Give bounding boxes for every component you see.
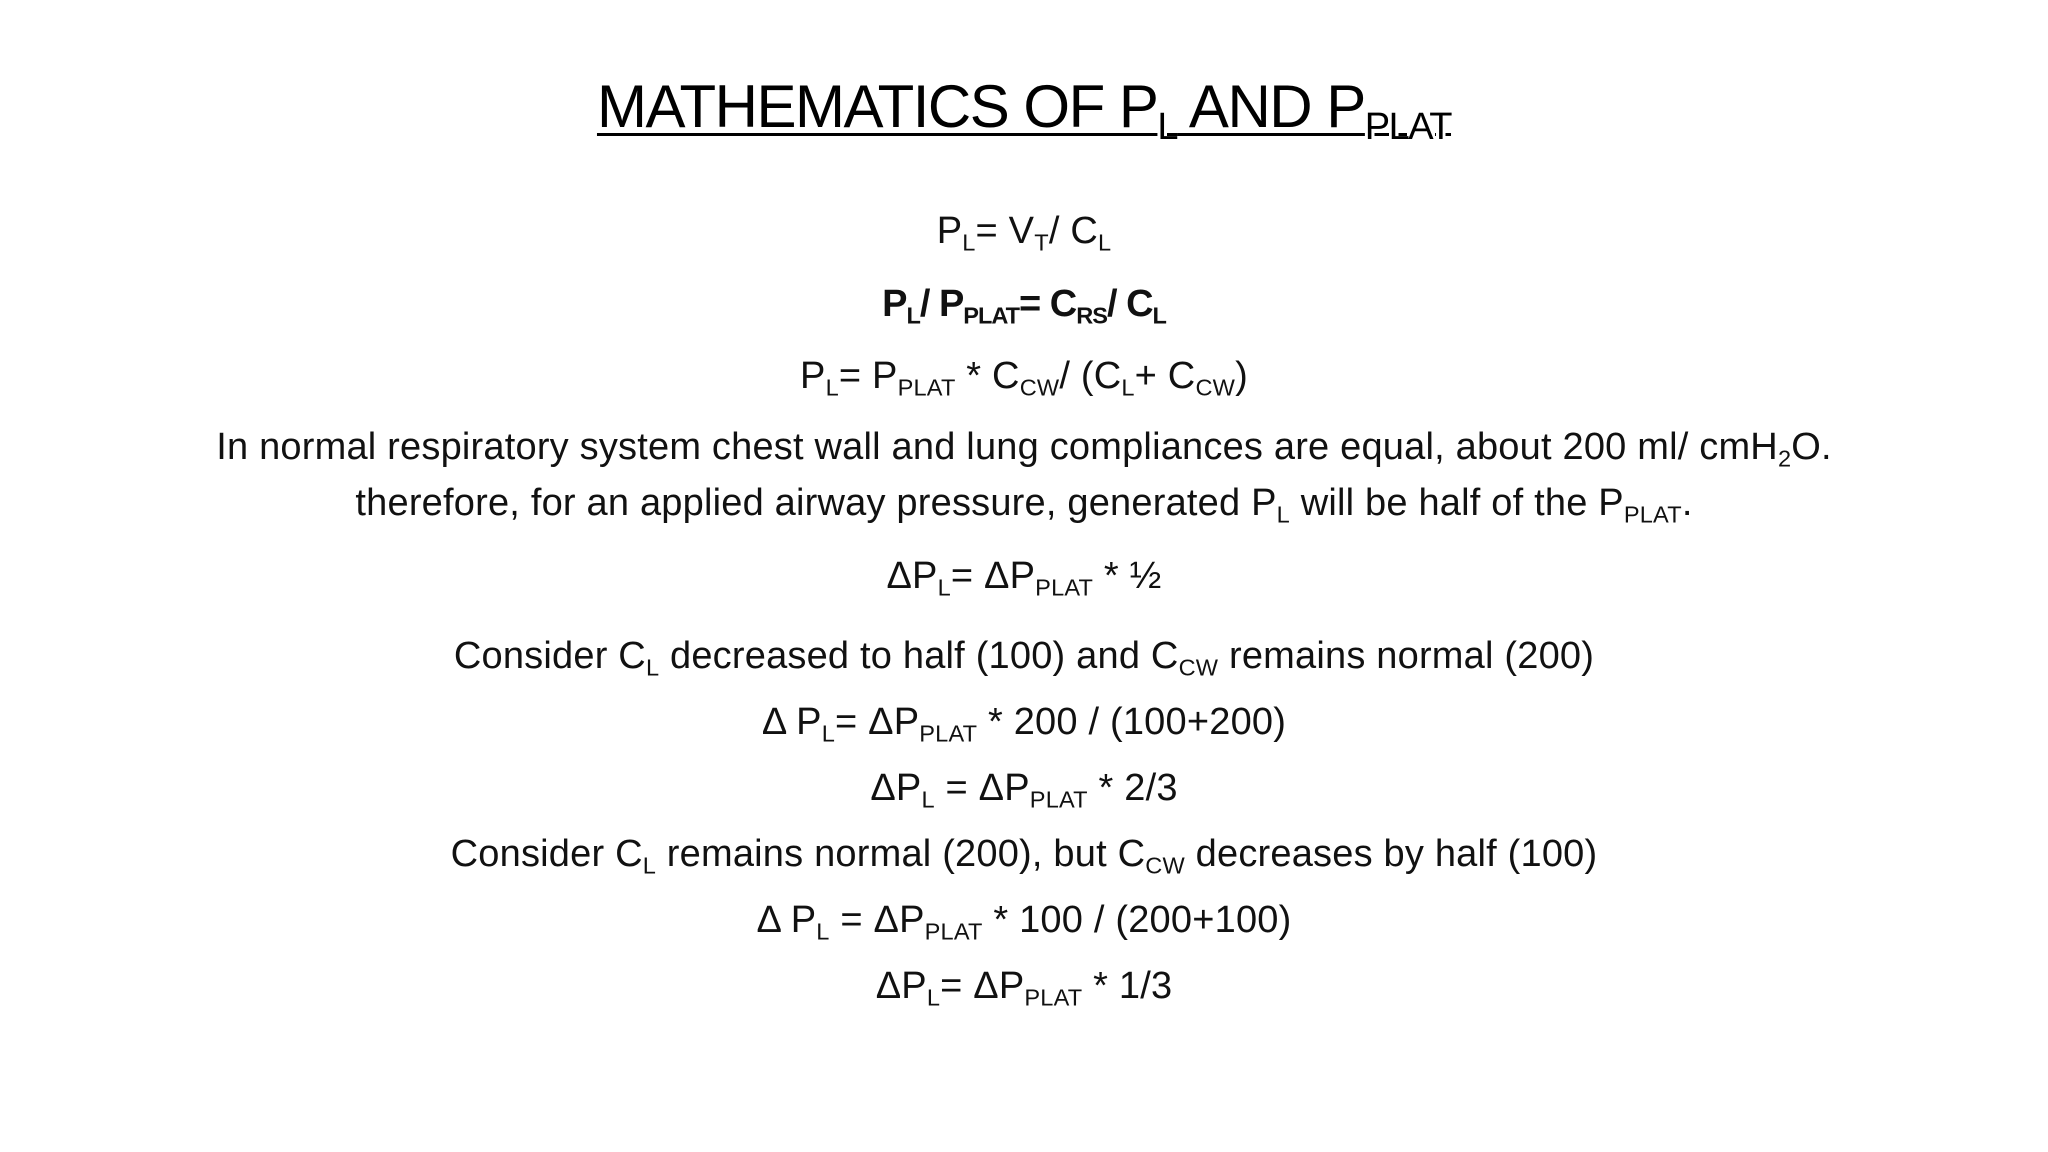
case-text: remains normal (200)	[1218, 635, 1595, 677]
eq-text: P	[882, 283, 907, 325]
equation-pl-pplat-ccw	[0, 355, 2048, 401]
equation-case2-calc	[0, 899, 2048, 945]
eq-text: ΔP	[886, 555, 938, 597]
eq-sub: PLAT	[963, 302, 1020, 329]
eq-sub: T	[1034, 229, 1049, 256]
equation-delta-half	[0, 555, 2048, 601]
eq-text: / C	[1106, 283, 1153, 325]
eq-sub: L	[1152, 302, 1166, 329]
eq-text: / C	[1048, 210, 1098, 252]
eq-sub: L	[962, 229, 976, 256]
eq-sub: PLAT	[919, 720, 978, 747]
eq-text: = P	[838, 355, 898, 397]
para-text: therefore, for an applied airway pressure, generated P	[355, 482, 1277, 524]
eq-text: ΔP	[870, 767, 922, 809]
eq-sub: L	[821, 720, 835, 747]
eq-sub: L	[1121, 374, 1135, 401]
eq-text: P	[936, 210, 963, 252]
case-sub: CW	[1178, 654, 1219, 681]
eq-sub: PLAT	[1029, 786, 1088, 813]
case-text: decreased to half (100) and C	[659, 635, 1179, 677]
eq-text: = ΔP	[950, 555, 1036, 597]
title-text: MATHEMATICS OF P	[596, 73, 1158, 140]
eq-text: = ΔP	[834, 701, 920, 743]
eq-sub: PLAT	[1035, 574, 1094, 601]
eq-sub: PLAT	[897, 374, 956, 401]
eq-sub: L	[906, 302, 920, 329]
equation-case2-result	[0, 965, 2048, 1011]
case-text: Consider C	[450, 833, 643, 875]
eq-text: = ΔP	[940, 965, 1025, 1007]
equation-case1-result	[0, 767, 2048, 813]
eq-sub: CW	[1195, 374, 1236, 401]
eq-sub: CW	[1019, 374, 1060, 401]
case-sub: CW	[1145, 852, 1185, 879]
eq-text: / P	[919, 283, 964, 325]
equation-pl-vt-cl	[0, 210, 2048, 256]
eq-sub: L	[937, 574, 951, 601]
eq-text: )	[1235, 355, 1248, 397]
eq-sub: L	[816, 918, 830, 945]
para-text: In normal respiratory system chest wall and lung compliances are equal, about 200 ml/ cmH	[216, 426, 1778, 468]
case-ccw-decreased	[0, 833, 2048, 879]
eq-text: ΔP	[875, 965, 927, 1007]
eq-text: * 1/3	[1082, 965, 1173, 1007]
para-text: O.	[1791, 426, 1832, 468]
eq-text: P	[800, 355, 826, 397]
eq-text: * ½	[1093, 555, 1162, 597]
case-text: Consider C	[453, 635, 646, 677]
eq-sub: RS	[1076, 302, 1107, 329]
eq-text: = ΔP	[934, 767, 1030, 809]
eq-text: = V	[975, 210, 1035, 252]
eq-sub: L	[926, 984, 941, 1011]
eq-text: * 2/3	[1087, 767, 1178, 809]
title-text-mid: AND P	[1177, 73, 1365, 140]
para-sub: 2	[1777, 445, 1792, 472]
case-text: decreases by half (100)	[1184, 833, 1598, 875]
eq-text: Δ P	[756, 899, 817, 941]
eq-text: * 100 / (200+100)	[982, 899, 1292, 941]
para-text: will be half of the P	[1289, 482, 1624, 524]
paragraph-normal-compliance	[0, 426, 2048, 472]
eq-sub: PLAT	[924, 918, 983, 945]
eq-sub: L	[921, 786, 935, 813]
eq-text: = ΔP	[829, 899, 925, 941]
equation-case1-calc	[0, 701, 2048, 747]
para-sub: PLAT	[1623, 501, 1682, 528]
para-text: .	[1681, 482, 1693, 524]
eq-text: * 200 / (100+200)	[977, 701, 1287, 743]
eq-sub: L	[825, 374, 839, 401]
eq-text: / (C	[1059, 355, 1122, 397]
eq-text: + C	[1134, 355, 1196, 397]
eq-text: Δ P	[761, 701, 822, 743]
case-text: remains normal (200), but C	[656, 833, 1146, 875]
case-sub: L	[645, 654, 660, 681]
case-cl-decreased	[0, 635, 2048, 681]
eq-text: = C	[1019, 283, 1077, 325]
title-subscript-l: L	[1157, 106, 1178, 149]
eq-sub: L	[1098, 229, 1112, 256]
paragraph-therefore	[0, 482, 2048, 528]
para-sub: L	[1276, 501, 1290, 528]
slide-title	[0, 72, 2048, 149]
case-sub: L	[642, 852, 657, 879]
equation-ratio-bold	[0, 283, 2048, 329]
eq-sub: PLAT	[1024, 984, 1083, 1011]
title-subscript-plat: PLAT	[1364, 106, 1452, 149]
eq-text: * C	[955, 355, 1020, 397]
